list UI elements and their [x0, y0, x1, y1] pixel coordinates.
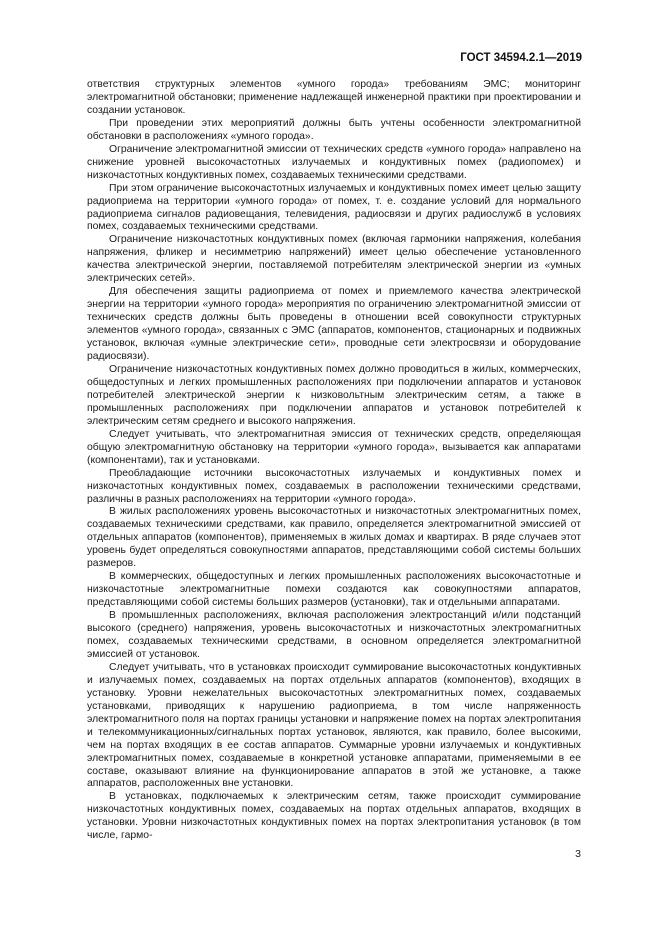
paragraph: Ограничение электромагнитной эмиссии от технических средств «умного города» направлено на снижение уровней высокочастотных излучаемых и кондуктивных помех (радиопомех) и низкочастотных кондуктивных помех, создаваемых техническими средствами. — [87, 143, 581, 181]
body-text — [87, 79, 581, 843]
page-number: 3 — [575, 848, 581, 860]
paragraph: При этом ограничение высокочастотных излучаемых и кондуктивных помех имеет целью защиту радиоприема на территории «умного города» от помех, т. е. создание условий для нормального радиоприема сигналов радиовещания, телевидения, радиосвязи и других радиослужб в условиях помех, создаваемых техническими средствами. — [87, 182, 581, 233]
paragraph: В установках, подключаемых к электрическим сетям, также происходит суммирование низкочастотных кондуктивных помех, создаваемых на портах отдельных аппаратов, входящих в установки. Уровни низкочастотных кондуктивных помех на портах электропитания установок (в том числе, гармо- — [87, 791, 581, 842]
paragraph: В коммерческих, общедоступных и легких промышленных расположениях высокочастотные и низкочастотные электромагнитные помехи создаются как совокупностями аппаратов, представляющими собой системы больших размеров (установки), так и отдельными аппаратами. — [87, 571, 581, 609]
paragraph: Следует учитывать, что электромагнитная эмиссия от технических средств, определяющая общую электромагнитную обстановку на территории «умного города», вызывается как аппаратами (компонентами), так и установками. — [87, 428, 581, 466]
paragraph: Ограничение низкочастотных кондуктивных помех (включая гармоники напряжения, колебания напряжения, фликер и несимметрию напряжений) имеет целью обеспечение установленного качества электрической энергии, поставляемой потребителям электрической энергии из «умных электрических сетей». — [87, 234, 581, 285]
paragraph: При проведении этих мероприятий должны быть учтены особенности электромагнитной обстановки в расположениях «умного города». — [87, 117, 581, 142]
standard-code: ГОСТ 34594.2.1—2019 — [460, 52, 582, 64]
paragraph: В жилых расположениях уровень высокочастотных и низкочастотных электромагнитных помех, создаваемых техническими средствами, как правило, определяется электромагнитной эмиссией от отдельных аппаратов (компонентов), применяемых в жилых домах и квартирах. В ряде случаев этот уровень будет определяться совокупностями аппаратов, представляющими собой системы больших размеров. — [87, 506, 581, 570]
paragraph: В промышленных расположениях, включая расположения электростанций и/или подстанций высокого (среднего) напряжения, уровень высокочастотных и низкочастотных электромагнитных помех, создаваемых техническими средствами, в основном определяется электромагнитной эмиссией от установок. — [87, 610, 581, 660]
paragraph: Преобладающие источники высокочастотных излучаемых и кондуктивных помех и низкочастотных кондуктивных помех, создаваемых в расположении техническими средствами, различны в разных расположениях на территории «умного города». — [87, 467, 581, 505]
paragraph: Следует учитывать, что в установках происходит суммирование высокочастотных кондуктивных и излучаемых помех, создаваемых на портах отдельных аппаратов (компонентов), входящих в установку. Уровни нежелательных высокочастотных электромагнитных помех, создаваемых установками, приводящих к нарушению радиоприема, в том числе напряженность электромагнитного поля на портах границы установки и напряжение помех на портах электропитания и телекоммуникационных/сигнальных портах установок, являются, как правило, более высокими, чем на портах входящих в ее состав аппаратов. Суммарные уровни излучаемых и кондуктивных электромагнитных помех, создаваемые в конкретной установке аппаратами, применяемыми в ее составе, оказывают влияние на функционирование аппаратов в этой же установке, а также аппаратов, расположенных вне установки. — [87, 661, 581, 790]
paragraph: ответствия структурных элементов «умного города» требованиям ЭМС; мониторинг электромагнитной обстановки; применение надлежащей инженерной практики при проектировании и создании установок. — [87, 79, 581, 116]
paragraph: Ограничение низкочастотных кондуктивных помех должно проводиться в жилых, коммерческих, общедоступных и легких промышленных расположениях при подключении аппаратов и установок потребителей электрической энергии к низковольтным электрическим сетям, а также в промышленных расположениях при подключении аппаратов и установок потребителей к электрическим сетям среднего и высокого напряжения. — [87, 363, 581, 427]
paragraph: Для обеспечения защиты радиоприема от помех и приемлемого качества электрической энергии на территории «умного города» мероприятия по ограничению электромагнитной эмиссии от технических средств должны быть проведены в отношении всей совокупности структурных элементов «умного города», связанных с ЭМС (аппаратов, компонентов, стационарных и подвижных установок, включая «умные электрические сети», проводные сети электросвязи и оборудование радиосвязи). — [87, 286, 581, 363]
